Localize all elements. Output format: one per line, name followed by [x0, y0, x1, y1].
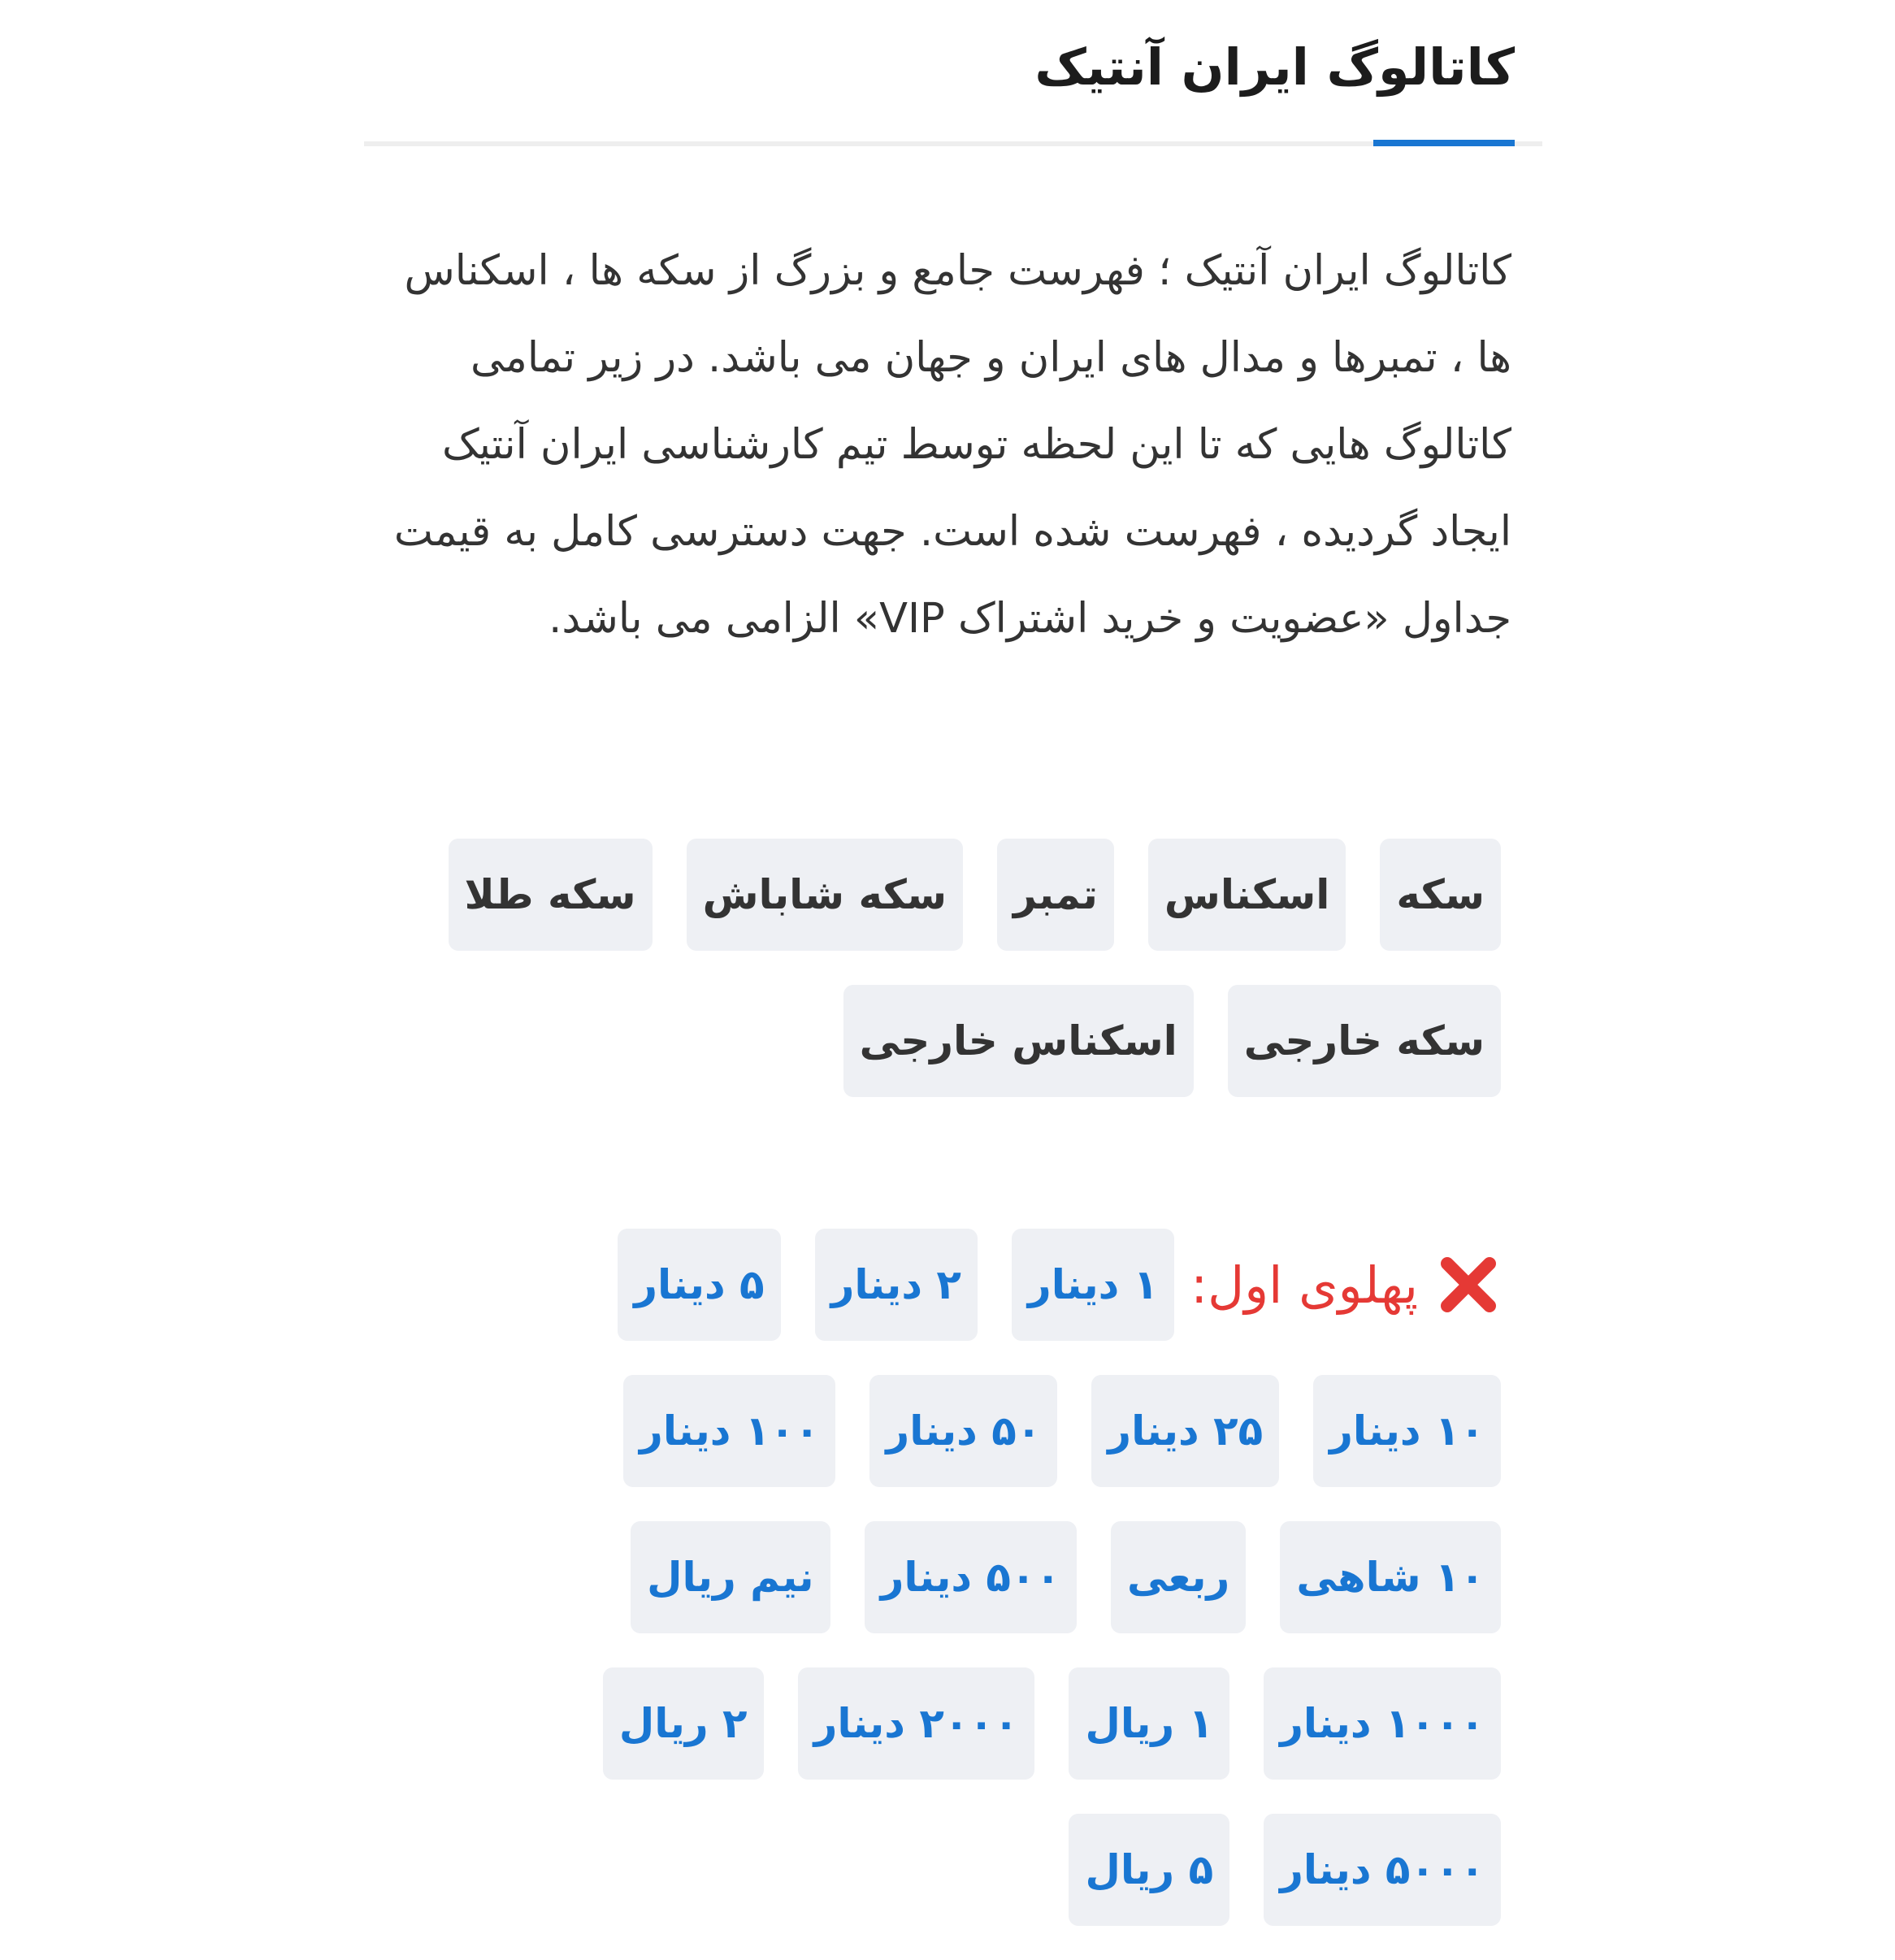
category-tag-gold-coin[interactable]: سکه طلا [449, 839, 653, 951]
category-tag-coin[interactable]: سکه [1380, 839, 1501, 951]
denomination-tag[interactable]: ۵۰۰ دینار [865, 1521, 1077, 1633]
category-tag-shabash-coin[interactable]: سکه شاباش [687, 839, 963, 951]
denomination-tag[interactable]: ۱۰۰۰ دینار [1264, 1667, 1501, 1780]
denomination-tag[interactable]: ۵ ریال [1069, 1814, 1229, 1926]
pahlavi-label-text: پهلوی اول: [1190, 1255, 1418, 1315]
page-header [364, 23, 1542, 150]
denomination-tag[interactable]: ۵۰۰۰ دینار [1264, 1814, 1501, 1926]
pahlavi-first-catalog [363, 1229, 1501, 1960]
denomination-tag[interactable]: ۱۰ شاهی [1280, 1521, 1501, 1633]
denomination-tag[interactable]: ۵ دینار [618, 1229, 780, 1341]
denomination-tag[interactable]: ۱۰ دینار [1313, 1375, 1501, 1487]
category-tag-foreign-banknote[interactable]: اسکناس خارجی [843, 985, 1194, 1097]
denomination-tag[interactable]: ۲ دینار [815, 1229, 978, 1341]
category-tag-banknote[interactable]: اسکناس [1148, 839, 1346, 951]
category-tag-stamp[interactable]: تمبر [997, 839, 1114, 951]
pahlavi-group-label [1190, 1229, 1501, 1341]
intro-paragraph: کاتالوگ ایران آنتیک ؛ فهرست جامع و بزرگ از سکه ها ، اسکناس ها ، تمبرها و مدال های ایران و جهان می باشد. در زیر تمامی کاتالوگ هایی که تا این لحظه توسط تیم کارشناسی ایران آنتیک ایجاد گردیده ، فهرست شده است. جهت دسترسی کامل به قیمت جداول «عضویت و خرید اشتراک VIP» الزامی می باشد. [393, 247, 1511, 643]
page-title: کاتالوگ ایران آنتیک [1034, 37, 1515, 97]
denomination-tag[interactable]: ۲۰۰۰ دینار [798, 1667, 1035, 1780]
category-tag-foreign-coin[interactable]: سکه خارجی [1228, 985, 1501, 1097]
denomination-tag[interactable]: ۱۰۰ دینار [623, 1375, 835, 1487]
denomination-tag[interactable]: نیم ریال [631, 1521, 830, 1633]
category-tags [363, 839, 1501, 1131]
denomination-tag[interactable]: ۱ دینار [1012, 1229, 1174, 1341]
cross-mark-icon [1436, 1252, 1501, 1317]
denomination-tag[interactable]: ۲ ریال [603, 1667, 764, 1780]
denomination-tag[interactable]: ۲۵ دینار [1091, 1375, 1279, 1487]
denomination-tag[interactable]: ۱ ریال [1069, 1667, 1229, 1780]
title-divider [364, 141, 1542, 146]
title-accent-bar [1373, 140, 1515, 146]
denomination-tag[interactable]: ۵۰ دینار [869, 1375, 1057, 1487]
denomination-tag[interactable]: ربعی [1111, 1521, 1246, 1633]
